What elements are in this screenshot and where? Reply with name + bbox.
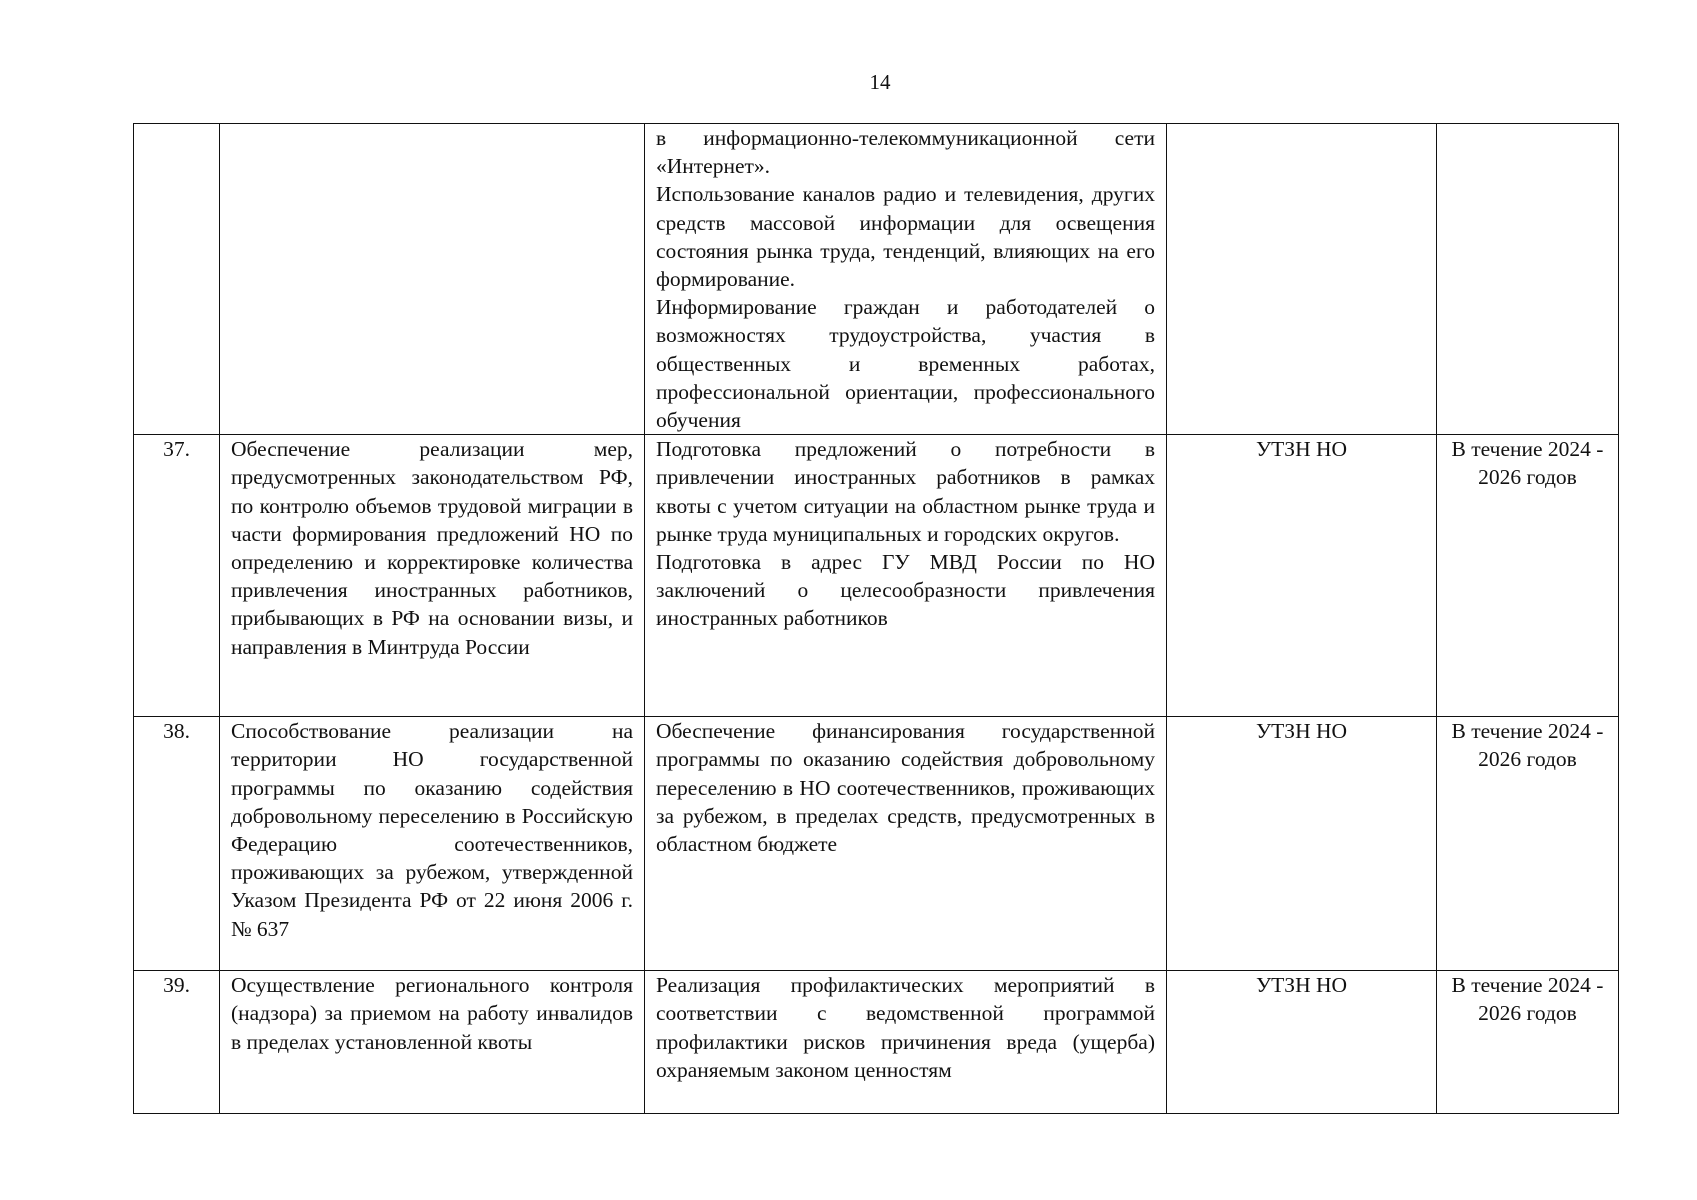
action-paragraph: Подготовка предложений о потребности в привлечении иностранных работников в рамках квоты с учетом ситуации на областном рынке труда и рынке труда муниципальных и городских округов.: [656, 437, 1155, 546]
plan-table: [133, 123, 1619, 1114]
event-cell: [220, 971, 645, 1114]
term-cell: В течение 2024 - 2026 годов: [1437, 971, 1619, 1114]
row-number: [134, 124, 220, 435]
term-cell: [1437, 124, 1619, 435]
action-paragraph: Подготовка в адрес ГУ МВД России по НО заключений о целесообразности привлечения иностранных работников: [656, 550, 1155, 631]
action-paragraph: Информирование граждан и работодателей о возможностях трудоустройства, участия в общественных и временных работах, профессиональной ориентации, профессионального обучения: [656, 295, 1155, 433]
action-paragraph: Использование каналов радио и телевидения, других средств массовой информации для освещения состояния рынка труда, тенденций, влияющих на его формирование.: [656, 182, 1155, 292]
table-row: [134, 435, 1619, 717]
term-cell: В течение 2024 - 2026 годов: [1437, 435, 1619, 717]
event-cell: [220, 717, 645, 971]
event-cell: [220, 435, 645, 717]
term-cell: В течение 2024 - 2026 годов: [1437, 717, 1619, 971]
responsible-cell: УТЗН НО: [1167, 717, 1437, 971]
event-paragraph: Способствование реализации на территории НО государственной программы по оказанию содействия добровольному переселению в Российскую Федерацию соотечественников, проживающих за рубежом, утвержденной Указом Президента РФ от 22 июня 2006 г. № 637: [231, 719, 633, 941]
actions-cell: [645, 435, 1167, 717]
actions-cell: [645, 717, 1167, 971]
event-cell: [220, 124, 645, 435]
page-number: 14: [869, 70, 891, 94]
row-number: 37.: [134, 435, 220, 717]
row-number: 38.: [134, 717, 220, 971]
event-paragraph: Обеспечение реализации мер, предусмотренных законодательством РФ, по контролю объемов трудовой миграции в части формирования предложений НО по определению и корректировке количества привлечения иностранных работников, прибывающих в РФ на основании визы, и направления в Минтруда России: [231, 437, 633, 659]
event-paragraph: Осуществление регионального контроля (надзора) за приемом на работу инвалидов в пределах установленной квоты: [231, 973, 633, 1054]
table-row: [134, 124, 1619, 435]
actions-cell: [645, 971, 1167, 1114]
table-row: [134, 971, 1619, 1114]
responsible-cell: УТЗН НО: [1167, 971, 1437, 1114]
row-number: 39.: [134, 971, 220, 1114]
table-row: [134, 717, 1619, 971]
action-paragraph: в информационно-телекоммуникационной сети «Интернет».: [656, 126, 1155, 179]
action-paragraph: Обеспечение финансирования государственной программы по оказанию содействия добровольному переселению в НО соотечественников, проживающих за рубежом, в пределах средств, предусмотренных в областном бюджете: [656, 719, 1155, 857]
responsible-cell: [1167, 124, 1437, 435]
responsible-cell: УТЗН НО: [1167, 435, 1437, 717]
actions-cell: [645, 124, 1167, 435]
action-paragraph: Реализация профилактических мероприятий в соответствии с ведомственной программой профилактики рисков причинения вреда (ущерба) охраняемым законом ценностям: [656, 973, 1155, 1082]
